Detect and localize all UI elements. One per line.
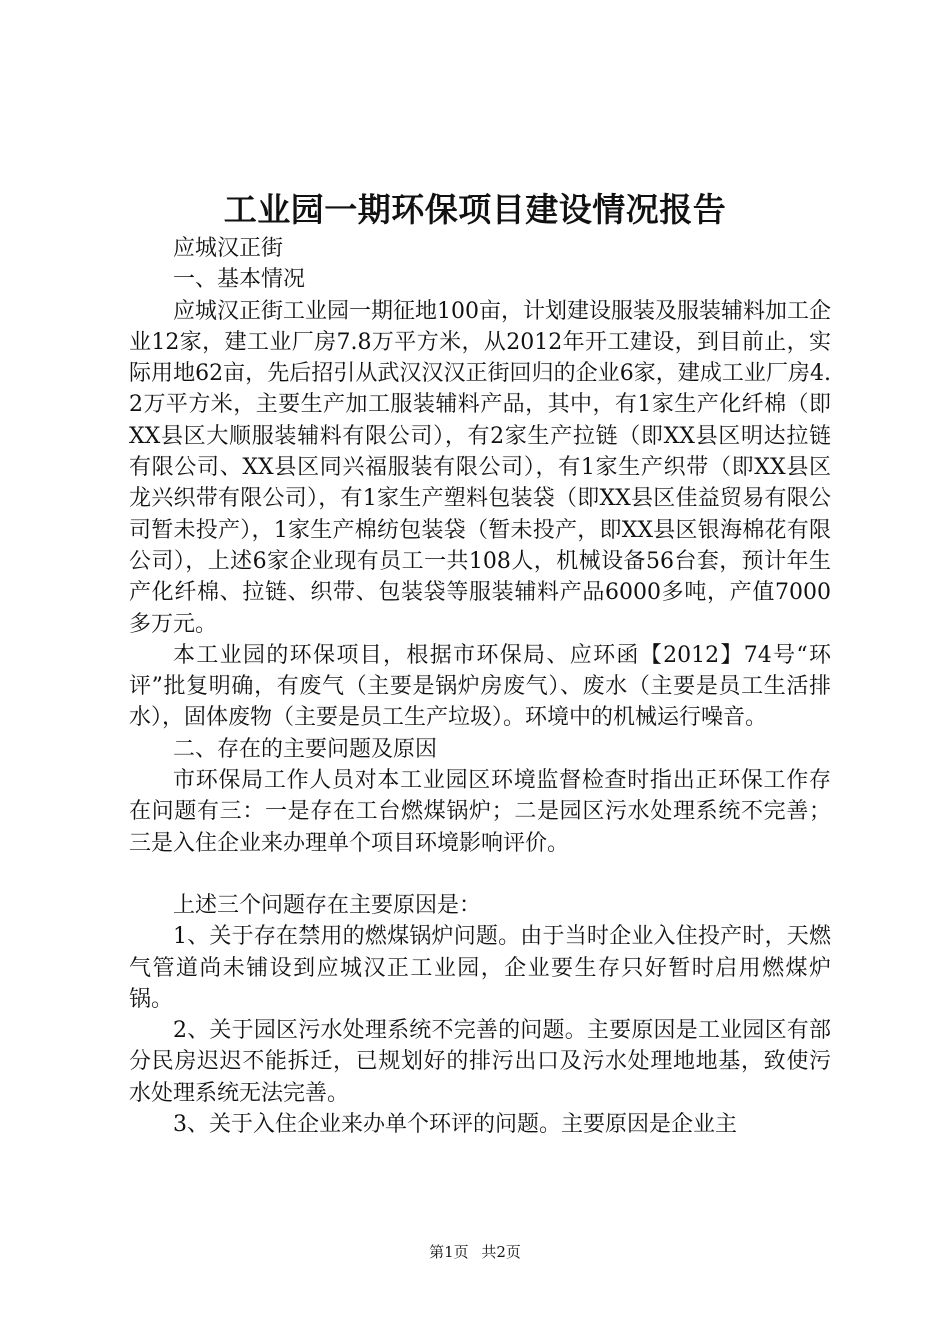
section-heading-basic: 一、基本情况 (173, 267, 306, 293)
paragraph-reason-2: 2、关于园区污水处理系统不完善的问题。主要原因是工业园区有部分民房迟迟不能拆迁，已规划好的排污出口及污水处理地地基，致使污水处理系统无法完善。 (129, 1018, 831, 1106)
document-title: 工业园一期环保项目建设情况报告 (223, 190, 727, 229)
paragraph-reason-3: 3、关于入住企业来办单个环评的问题。主要原因是企业主 (173, 1112, 737, 1138)
paragraph-reasons-intro: 上述三个问题存在主要原因是： (173, 892, 482, 918)
paragraph-environmental-project: 本工业园的环保项目，根据市环保局、应环函【2012】74号“环评”批复明确，有废气（主要是锅炉房废气）、废水（主要是员工生活排水），固体废物（主要是员工生产垃圾）。环境中的机械运行噪音。 (129, 642, 831, 731)
paragraph-gap (129, 859, 831, 890)
page-number: 第1页 (429, 1243, 469, 1261)
author-line: 应城汉正街 (173, 236, 284, 261)
paragraph-basic-info: 应城汉正街工业园一期征地100亩，计划建设服装及服装辅料加工企业12家，建工业厂房7.8万平方米，从2012年开工建设，到目前止，实际用地62亩，先后招引从武汉汉汉正街回归的企业6家，建成工业厂房4.2万平方米，主要生产加工服装辅料产品，其中，有1家生产化纤棉（即XX县区大顺服装辅料有限公司），有2家生产拉链（即XX县区明达拉链有限公司、XX县区同兴福服装有限公司），有1家生产织带（即XX县区龙兴织带有限公司），有1家生产塑料包装袋（即XX县区佳益贸易有限公司暂未投产），1家生产棉纺包装袋（暂未投产，即XX县区银海棉花有限公司），上述6家企业现有员工一共108人，机械设备56台套，预计年生产化纤棉、拉链、织带、包装袋等服装辅料产品6000多吨，产值7000多万元。 (129, 298, 831, 637)
page-total: 共2页 (481, 1243, 521, 1261)
paragraph-problems: 市环保局工作人员对本工业园区环境监督检查时指出正环保工作存在问题有三：一是存在工台燃煤锅炉；二是园区污水处理系统不完善；三是入住企业来办理单个项目环境影响评价。 (129, 768, 831, 856)
section-heading-problems: 二、存在的主要问题及原因 (173, 736, 438, 762)
document-body (129, 233, 831, 1140)
page-footer (0, 1241, 950, 1263)
paragraph-reason-1: 1、关于存在禁用的燃煤锅炉问题。由于当时企业入住投产时，天燃气管道尚未铺设到应城汉正工业园，企业要生存只好暂时启用燃煤炉锅。 (129, 924, 831, 1012)
